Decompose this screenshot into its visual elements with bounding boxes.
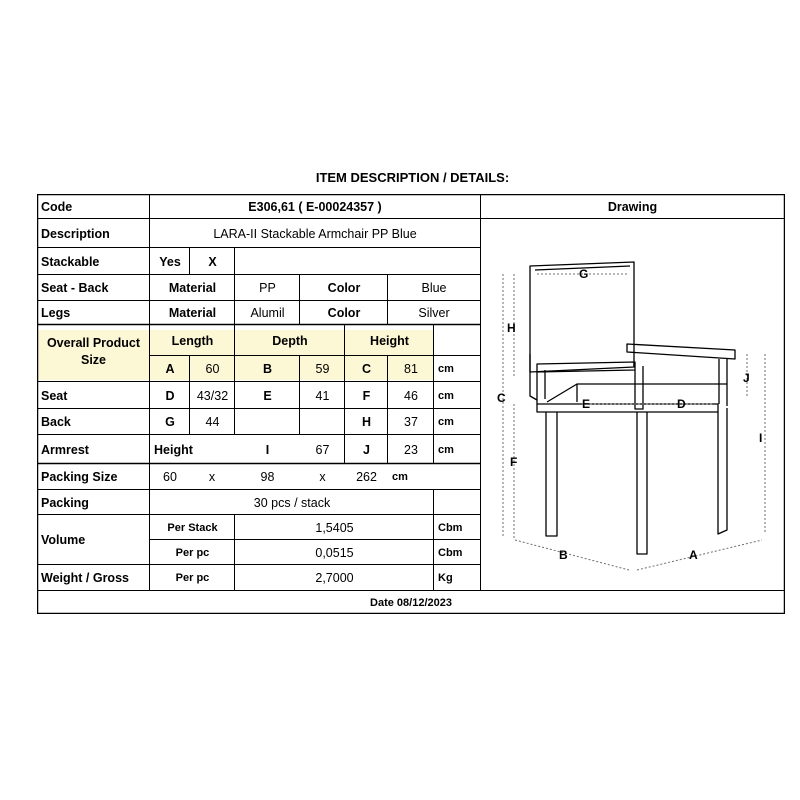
dim-c-value: 81 <box>404 362 418 376</box>
chair-outline <box>530 262 735 554</box>
dim-e-letter: E <box>263 388 272 403</box>
overall-label-line1: Overall Product <box>46 336 141 350</box>
drawing-label-f: F <box>510 455 518 469</box>
code-label: Code <box>41 199 73 214</box>
drawing-label-e: E <box>582 397 591 411</box>
spec-sheet <box>37 194 785 614</box>
overall-unit: cm <box>438 363 454 375</box>
dim-i-letter: I <box>265 442 270 457</box>
packing-size-x1: x <box>208 470 216 484</box>
dim-i-value: 67 <box>315 442 330 457</box>
dim-g-value: 44 <box>205 415 220 429</box>
dim-d-value: 43/32 <box>196 388 229 403</box>
weight-per-pc-label: Per pc <box>175 572 210 584</box>
volume-per-stack-value: 1,5405 <box>315 520 354 535</box>
volume-per-stack-label: Per Stack <box>167 521 218 534</box>
packing-size-width: 98 <box>260 470 275 484</box>
legs-material-label: Material <box>168 306 217 320</box>
dim-a-letter: A <box>165 362 175 376</box>
dim-j-letter: J <box>363 442 370 457</box>
back-label: Back <box>41 415 71 429</box>
weight-unit: Kg <box>438 572 453 584</box>
packing-value: 30 pcs / stack <box>253 495 331 510</box>
drawing-label-g: G <box>579 267 589 281</box>
date-footer: Date 08/12/2023 <box>370 596 452 609</box>
stackable-mark: X <box>208 254 217 269</box>
dim-h-letter: H <box>361 415 372 429</box>
description-label: Description <box>41 226 110 241</box>
legs-color-label: Color <box>327 306 361 320</box>
volume-per-stack-unit: Cbm <box>438 521 463 534</box>
packing-size-label: Packing Size <box>41 470 118 484</box>
dim-h-value: 37 <box>404 415 418 429</box>
volume-per-pc-unit: Cbm <box>438 546 463 559</box>
armrest-label: Armrest <box>41 442 89 457</box>
dim-e-value: 41 <box>315 388 330 403</box>
drawing-label-b: B <box>559 548 568 562</box>
overall-label-line2: Size <box>80 353 106 367</box>
packing-size-height: 262 <box>356 470 377 484</box>
volume-label: Volume <box>41 533 86 547</box>
legs-material: Alumil <box>250 306 285 320</box>
seat-back-label: Seat - Back <box>41 281 109 295</box>
dim-a-value: 60 <box>205 362 220 376</box>
legs-label: Legs <box>41 306 71 320</box>
dim-b-value: 59 <box>315 362 330 376</box>
seat-back-material-label: Material <box>168 281 217 295</box>
dim-f-value: 46 <box>404 388 418 403</box>
dim-j-value: 23 <box>404 442 418 457</box>
height-header: Height <box>370 333 409 348</box>
packing-size-unit: cm <box>392 471 408 483</box>
weight-label: Weight / Gross <box>41 571 129 585</box>
volume-per-pc-label: Per pc <box>175 546 210 559</box>
depth-header: Depth <box>272 333 308 348</box>
dim-d-letter: D <box>165 388 175 403</box>
back-unit: cm <box>438 416 454 428</box>
drawing-label-h: H <box>507 321 516 335</box>
dim-f-letter: F <box>362 388 371 403</box>
seat-back-material: PP <box>259 281 276 295</box>
description-value: LARA-II Stackable Armchair PP Blue <box>213 226 417 241</box>
volume-per-pc-value: 0,0515 <box>315 545 354 560</box>
legs-color: Silver <box>418 306 450 320</box>
drawing-label-i: I <box>759 431 763 445</box>
seat-label: Seat <box>41 388 68 403</box>
code-value: E306,61 ( E-00024357 ) <box>248 199 382 214</box>
dim-g-letter: G <box>165 415 175 429</box>
chair-drawing <box>37 194 785 614</box>
seat-back-color: Blue <box>421 281 447 295</box>
stackable-yes: Yes <box>159 254 181 269</box>
armrest-unit: cm <box>438 443 454 456</box>
document-title: ITEM DESCRIPTION / DETAILS: <box>315 170 510 185</box>
length-header: Length <box>171 333 214 348</box>
armrest-height-label: Height <box>154 442 193 457</box>
packing-label: Packing <box>41 495 89 510</box>
seat-unit: cm <box>438 389 454 402</box>
seat-back-color-label: Color <box>327 281 361 295</box>
drawing-label-d: D <box>677 397 686 411</box>
drawing-header: Drawing <box>607 199 658 214</box>
weight-value: 2,7000 <box>315 571 354 585</box>
packing-size-length: 60 <box>163 470 177 484</box>
drawing-label-c: C <box>497 391 506 405</box>
dim-b-letter: B <box>262 362 273 376</box>
drawing-label-j: J <box>743 371 750 385</box>
dim-c-letter: C <box>361 362 372 376</box>
stackable-label: Stackable <box>41 254 100 269</box>
drawing-label-a: A <box>689 548 698 562</box>
packing-size-x2: x <box>319 470 326 484</box>
